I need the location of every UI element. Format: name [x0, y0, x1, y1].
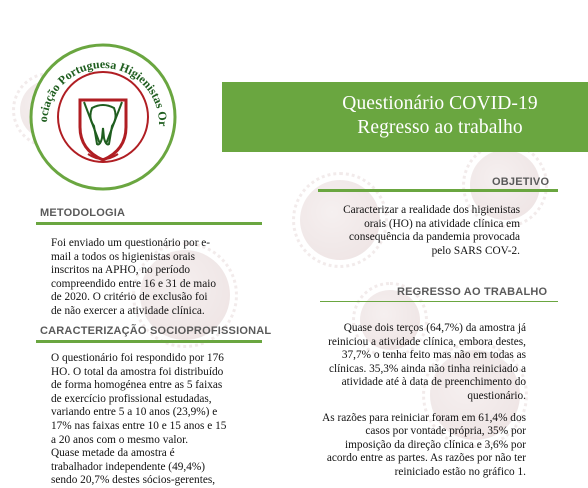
text-line: Foi enviado um questionário por e- [51, 237, 211, 249]
text-line: inscritos na APHO, no período [51, 264, 191, 277]
text-line: orais (HO) na atividade clínica em [364, 217, 520, 230]
page-subtitle: Regresso ao trabalho [357, 117, 523, 138]
section-heading-regresso: REGRESSO AO TRABALHO [397, 286, 548, 298]
objetivo-rule [318, 189, 558, 192]
text-line: trabalhador independente (49,4%) [51, 460, 206, 473]
objetivo-text [300, 204, 520, 258]
regresso-text [292, 322, 526, 480]
text-line: de forma homogénea entre as 5 faixas [51, 379, 223, 392]
page-title: Questionário COVID-19 [342, 93, 538, 114]
svg-text:Associação Portuguesa Higienis: ociação Portuguesa Higienistas Or [35, 56, 171, 127]
text-line: de não exercer a atividade clínica. [51, 304, 205, 317]
text-line: de 2020. O critério de exclusão foi [51, 291, 208, 304]
text-line: pelo SARS COV-2. [431, 244, 520, 257]
text-line: reiniciou a atividade clínica, embora destes, [328, 335, 526, 348]
text-line: Quase metade da amostra é [51, 447, 175, 460]
text-line: clínicas. 35,3% ainda não tinha reiniciado a [329, 362, 526, 375]
text-line: compreendido entre 16 e 31 de maio [51, 277, 217, 290]
section-heading-metodologia: METODOLOGIA [40, 207, 126, 219]
regresso-rule [320, 301, 558, 302]
caracterizacao-text [51, 352, 263, 488]
text-line: mail a todos os higienistas orais [51, 250, 196, 263]
text-line: atividade até à data de preenchimento do [341, 376, 526, 389]
text-line: Quase dois terços (64,7%) da amostra já [343, 322, 526, 334]
text-line: imposição da direção clínica e 3,6% por [345, 438, 526, 451]
text-line: sendo 20,7% destes sócios-gerentes, [51, 474, 216, 487]
metodologia-rule [36, 222, 262, 225]
text-line: variando entre 5 a 10 anos (23,9%) e [51, 406, 218, 419]
text-line: reiniciado estão no gráfico 1. [394, 465, 526, 478]
text-line: questionário. [467, 389, 526, 402]
metodologia-text [51, 237, 261, 319]
title-banner [222, 82, 588, 152]
text-line: 37,7% o tenha feito mas não em todas as [341, 349, 526, 362]
text-line: As razões para reiniciar foram em 61,4% dos [322, 411, 526, 424]
text-line: Caracterizar a realidade dos higienistas [343, 204, 520, 216]
text-line: consequência da pandemia provocada [349, 231, 520, 244]
text-line: O questionário foi respondido por 176 [51, 352, 224, 364]
text-line: acordo entre as partes. As razões por não ter [326, 452, 526, 465]
text-line: de exercício profissional estudadas, [51, 392, 212, 405]
text-line: a 20 anos com o mesmo valor. [51, 433, 189, 446]
association-logo [28, 42, 178, 192]
caracterizacao-rule [36, 340, 262, 343]
section-heading-objetivo: OBJETIVO [492, 176, 550, 188]
text-line: 17% nas faixas entre 10 e 15 anos e 15 [51, 419, 227, 432]
section-heading-caracterizacao: CARACTERIZAÇÃO SOCIOPROFISSIONAL [40, 325, 272, 337]
text-line: HO. O total da amostra foi distribuído [51, 365, 224, 378]
text-line: casos por vontade própria, 35% por [365, 425, 526, 438]
